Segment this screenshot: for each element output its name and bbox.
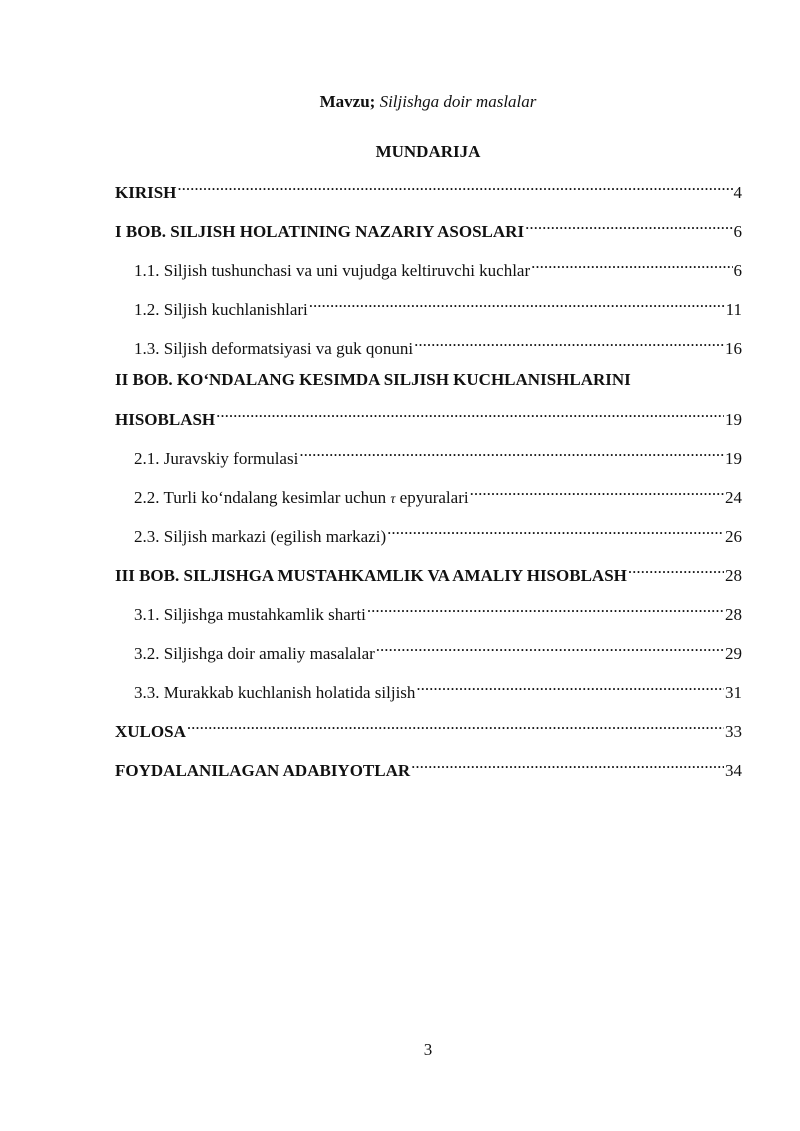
toc-entry-page: 6	[733, 261, 742, 280]
toc-entry-title: 1.2. Siljish kuchlanishlari	[134, 300, 308, 319]
toc-entry-page: 4	[733, 183, 742, 202]
toc-entry-2-3[interactable]	[115, 516, 742, 555]
toc-entry-chapter-1[interactable]	[115, 211, 742, 250]
dot-leader	[525, 211, 732, 237]
dot-leader	[411, 750, 724, 776]
toc-entry-2-2[interactable]	[115, 477, 742, 516]
dot-leader	[416, 672, 724, 698]
toc-entry-page: 19	[725, 410, 742, 429]
toc-entry-kirish[interactable]	[115, 172, 742, 211]
dot-leader	[177, 172, 732, 198]
toc-entry-adabiyotlar[interactable]	[115, 750, 742, 789]
toc-entry-title: 2.3. Siljish markazi (egilish markazi)	[134, 527, 387, 546]
toc-entry-page: 33	[725, 722, 742, 741]
toc-entry-title: 3.2. Siljishga doir amaliy masalalar	[134, 644, 375, 663]
dot-leader	[187, 711, 724, 737]
toc-entry-chapter-2-line-2[interactable]	[115, 399, 742, 438]
toc-entry-page: 31	[725, 683, 742, 702]
topic-line	[0, 92, 800, 112]
dot-leader	[470, 477, 724, 503]
toc-entry-page: 11	[725, 300, 742, 319]
toc-entry-title: III BOB. SILJISHGA MUSTAHKAMLIK VA AMALIY HISOBLASH	[115, 566, 627, 585]
toc-entry-page: 24	[725, 488, 742, 507]
toc-entry-3-3[interactable]	[115, 672, 742, 711]
toc-entry-page: 16	[725, 339, 742, 358]
dot-leader	[216, 399, 724, 425]
toc-title: MUNDARIJA	[375, 142, 481, 161]
toc-entry-title: I BOB. SILJISH HOLATINING NAZARIY ASOSLARI	[115, 222, 525, 241]
dot-leader	[387, 516, 724, 542]
toc-entry-xulosa[interactable]	[115, 711, 742, 750]
toc-entry-3-2[interactable]	[115, 633, 742, 672]
toc-entry-title: KIRISH	[115, 183, 177, 202]
toc-entry-title: XULOSA	[115, 722, 186, 741]
topic-value: Siljishga doir maslalar	[379, 92, 537, 111]
dot-leader	[628, 555, 724, 581]
toc-entry-title: 2.1. Juravskiy formulasi	[134, 449, 299, 468]
dot-leader	[309, 289, 725, 315]
toc-entry-1-3[interactable]	[115, 328, 742, 367]
table-of-contents	[115, 172, 742, 789]
toc-entry-page: 34	[725, 761, 742, 780]
toc-entry-title: 1.3. Siljish deformatsiyasi va guk qonuni	[134, 339, 414, 358]
toc-entry-chapter-2-line-1[interactable]	[115, 367, 742, 399]
toc-entry-2-1[interactable]	[115, 438, 742, 477]
toc-entry-page: 28	[725, 605, 742, 624]
toc-entry-1-2[interactable]	[115, 289, 742, 328]
toc-entry-page: 28	[725, 566, 742, 585]
toc-entry-page: 19	[725, 449, 742, 468]
dot-leader	[376, 633, 724, 659]
dot-leader	[299, 438, 724, 464]
toc-entry-title: II BOB. KO‘NDALANG KESIMDA SILJISH KUCHLANISHLARINI	[115, 370, 631, 389]
dot-leader	[414, 328, 724, 354]
toc-entry-title: 1.1. Siljish tushunchasi va uni vujudga keltiruvchi kuchlar	[134, 261, 531, 280]
toc-entry-title-after: epyuralari	[399, 488, 469, 507]
toc-entry-3-1[interactable]	[115, 594, 742, 633]
toc-entry-title: HISOBLASH	[115, 410, 216, 429]
toc-entry-1-1[interactable]	[115, 250, 742, 289]
dot-leader	[531, 250, 732, 276]
toc-entry-title: 3.1. Siljishga mustahkamlik sharti	[134, 605, 366, 624]
tau-symbol: τ	[390, 492, 396, 507]
toc-entry-page: 29	[725, 644, 742, 663]
toc-entry-chapter-3[interactable]	[115, 555, 742, 594]
toc-entry-title: 3.3. Murakkab kuchlanish holatida siljish	[134, 683, 416, 702]
toc-entry-page: 26	[725, 527, 742, 546]
topic-label: Mavzu;	[319, 92, 376, 111]
dot-leader	[367, 594, 724, 620]
toc-entry-title-before: 2.2. Turli ko‘ndalang kesimlar uchun	[134, 488, 387, 507]
toc-entry-page: 6	[733, 222, 742, 241]
toc-entry-title: FOYDALANILAGAN ADABIYOTLAR	[115, 761, 411, 780]
page-number: 3	[423, 1040, 433, 1059]
